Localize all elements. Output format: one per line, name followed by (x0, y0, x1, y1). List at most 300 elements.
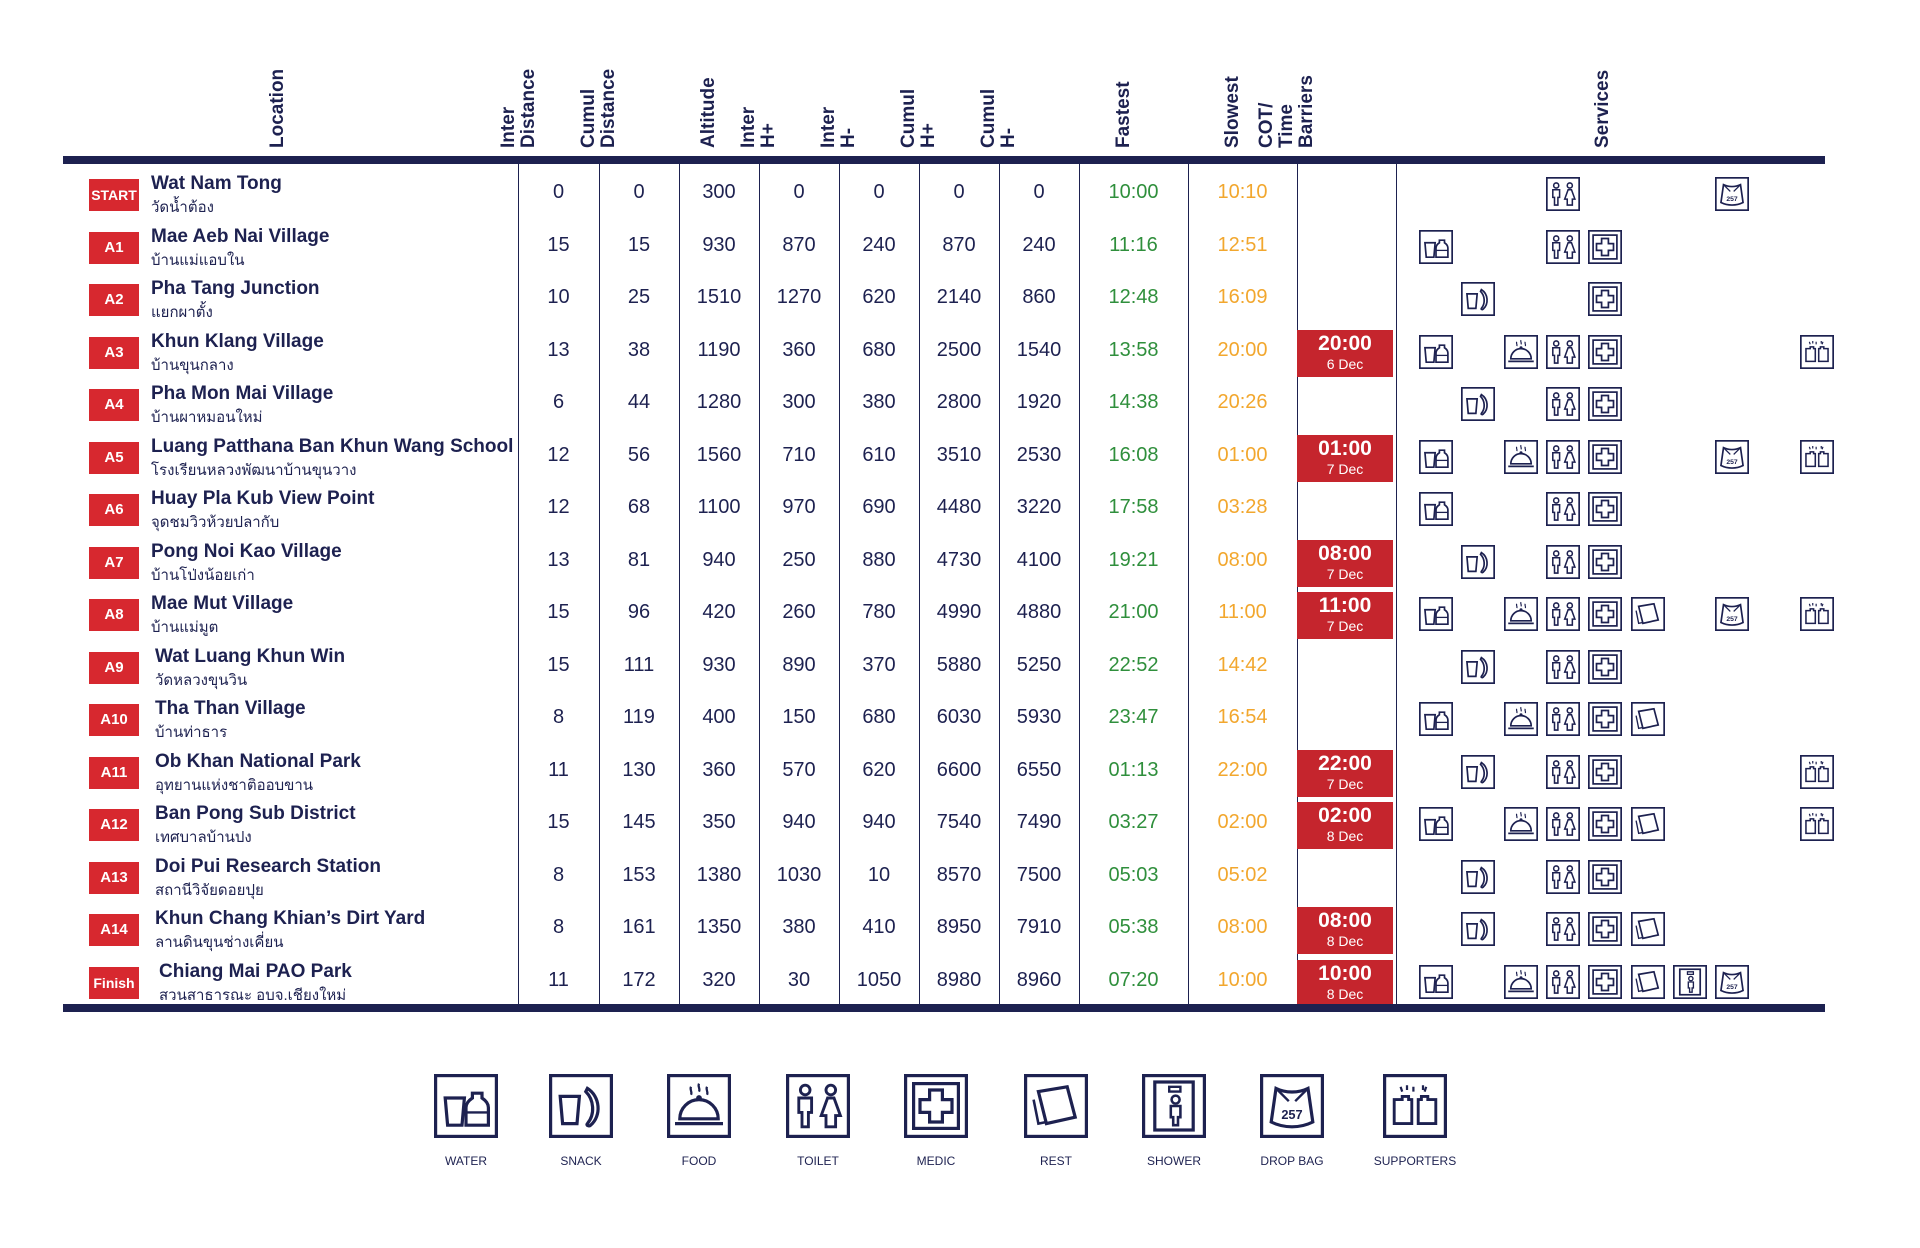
supporters-icon (1800, 597, 1834, 631)
water-icon (1419, 230, 1453, 264)
legend-item (1232, 1074, 1352, 1168)
cell-cumul-down: 8960 (1016, 968, 1062, 991)
toilet-icon (1546, 597, 1580, 631)
cell-inter-down: 680 (862, 338, 896, 361)
cell-slowest: 05:02 (1217, 863, 1268, 886)
cell-inter-dist: 6 (552, 391, 565, 413)
cell-cumul-up: 870 (942, 233, 976, 256)
legend-item (876, 1074, 996, 1168)
cell-slowest: 02:00 (1217, 811, 1268, 833)
cell-fastest: 21:00 (1108, 601, 1159, 623)
cut-off-time: 08:00 (1318, 541, 1372, 565)
cell-inter-up: 360 (782, 338, 816, 361)
cell-inter-down: 620 (862, 286, 896, 308)
medic-icon (1588, 230, 1622, 264)
snack-icon (549, 1074, 613, 1138)
cell-inter-down: 690 (862, 496, 896, 518)
legend-label: SHOWER (1147, 1154, 1201, 1168)
toilet-icon (1546, 807, 1580, 841)
cell-cumul-dist: 0 (633, 181, 645, 203)
checkpoint-badge: A1 (89, 232, 139, 264)
water-icon (1419, 597, 1453, 631)
legend-item (758, 1074, 878, 1168)
legend-item (639, 1074, 759, 1168)
cell-cumul-dist: 161 (622, 916, 656, 938)
cell-cumul-up: 4480 (936, 496, 982, 518)
water-icon (1419, 965, 1453, 999)
cell-inter-dist: 11 (548, 968, 569, 991)
cell-cumul-up: 0 (953, 181, 965, 203)
supporters-icon (1800, 807, 1834, 841)
header-cot-line2: Time (1276, 103, 1297, 148)
cell-inter-up: 300 (782, 391, 816, 413)
location-name: Chiang Mai PAO Park (159, 960, 352, 982)
cut-off-time-badge (1297, 907, 1393, 954)
header-cumul-distance-line1: Cumul (578, 88, 599, 148)
cell-cumul-dist: 25 (627, 286, 651, 308)
snack-icon (1461, 755, 1495, 789)
table-row (63, 587, 1825, 640)
food-icon (1504, 702, 1538, 736)
cell-cumul-up: 4990 (936, 601, 982, 623)
cell-cumul-down: 5250 (1016, 653, 1062, 676)
cell-cumul-dist: 96 (627, 601, 651, 623)
cell-fastest: 05:38 (1108, 916, 1159, 938)
medic-icon (1588, 650, 1622, 684)
cell-cumul-down: 7490 (1016, 811, 1062, 833)
snack-icon (1461, 912, 1495, 946)
medic-icon (1588, 912, 1622, 946)
cell-inter-up: 570 (782, 758, 816, 781)
cell-altitude: 300 (702, 181, 736, 203)
cell-fastest: 01:13 (1108, 758, 1159, 781)
header-cumul-h-plus-line1: Cumul (898, 88, 919, 148)
cut-off-time: 08:00 (1318, 909, 1372, 932)
header-services (1400, 55, 1825, 152)
cell-cumul-up: 2800 (936, 391, 982, 413)
food-icon (1504, 335, 1538, 369)
cell-inter-up: 890 (782, 653, 816, 676)
cut-off-time: 10:00 (1318, 961, 1372, 985)
cell-inter-dist: 12 (547, 496, 570, 518)
cell-altitude: 1560 (696, 443, 742, 466)
legend-item (521, 1074, 641, 1168)
checkpoint-badge: Finish (89, 967, 139, 999)
cell-inter-up: 710 (782, 443, 816, 466)
table-row (63, 640, 1825, 693)
toilet-icon (1546, 702, 1580, 736)
cell-fastest: 07:20 (1108, 968, 1159, 991)
snack-icon (1461, 545, 1495, 579)
cell-inter-dist: 15 (547, 811, 570, 833)
header-cumul-h-plus-line2: H+ (918, 123, 939, 148)
cell-inter-up: 1270 (776, 286, 822, 308)
header-location-label: Location (267, 68, 288, 148)
table-row (63, 850, 1825, 903)
table-row (63, 272, 1825, 325)
toilet-icon (1546, 912, 1580, 946)
cell-inter-dist: 15 (547, 601, 570, 623)
medic-icon (1588, 545, 1622, 579)
medic-icon (1588, 860, 1622, 894)
location-name-thai: โรงเรียนหลวงพัฒนาบ้านขุนวาง (151, 461, 357, 479)
cell-inter-dist: 13 (547, 338, 570, 361)
food-icon (1504, 965, 1538, 999)
cell-altitude: 930 (702, 233, 736, 256)
cell-slowest: 03:28 (1217, 496, 1268, 518)
cell-fastest: 05:03 (1108, 863, 1159, 886)
location-name: Ob Khan National Park (155, 750, 361, 772)
cell-inter-up: 940 (782, 811, 816, 833)
header-cumul-h-minus-line1: Cumul (978, 88, 999, 148)
header-inter-distance-line1: Inter (498, 106, 519, 148)
header-cumul-distance-line2: Distance (598, 68, 619, 148)
cell-slowest: 01:00 (1217, 443, 1268, 466)
cell-cumul-down: 4880 (1016, 601, 1062, 623)
medic-icon (904, 1074, 968, 1138)
header-cumul-h-minus-line2: H- (998, 127, 1019, 148)
cell-cumul-down: 860 (1022, 286, 1056, 308)
toilet-icon (1546, 177, 1580, 211)
cell-slowest: 12:51 (1217, 233, 1268, 256)
cell-cumul-up: 2140 (936, 286, 982, 308)
water-icon (1419, 702, 1453, 736)
header-inter-h-minus-line1: Inter (818, 106, 839, 148)
table-row (63, 955, 1825, 1008)
location-name: Wat Luang Khun Win (155, 645, 346, 667)
cell-fastest: 17:58 (1108, 496, 1159, 518)
cell-inter-dist: 15 (547, 653, 570, 676)
cell-altitude: 420 (702, 601, 736, 623)
cell-fastest: 13:58 (1108, 338, 1159, 361)
cell-altitude: 320 (702, 968, 736, 991)
snack-icon (1461, 650, 1495, 684)
header-inter-h-plus-line1: Inter (738, 106, 759, 148)
cell-cumul-down: 6550 (1016, 758, 1062, 781)
cell-slowest: 20:26 (1217, 391, 1268, 413)
cell-fastest: 23:47 (1108, 706, 1159, 728)
cell-inter-dist: 13 (547, 548, 570, 571)
cell-inter-dist: 8 (552, 863, 565, 886)
header-cot (1256, 55, 1395, 152)
cell-altitude: 360 (702, 758, 736, 781)
checkpoint-badge: A4 (89, 389, 139, 421)
table-row (63, 535, 1825, 588)
toilet-icon (1546, 335, 1580, 369)
rest-icon (1631, 597, 1665, 631)
medic-icon (1588, 335, 1622, 369)
cell-inter-down: 1050 (856, 968, 902, 991)
cell-cumul-down: 1540 (1016, 338, 1062, 361)
cell-cumul-up: 6600 (936, 758, 982, 781)
medic-icon (1588, 755, 1622, 789)
medic-icon (1588, 807, 1622, 841)
medic-icon (1588, 440, 1622, 474)
location-name-thai: บ้านแม่มูต (151, 619, 219, 636)
cut-off-time-badge (1297, 802, 1393, 849)
location-name-thai: บ้านผาหมอนใหม่ (151, 409, 263, 426)
dropbag-icon (1260, 1074, 1324, 1138)
rest-icon (1631, 807, 1665, 841)
header-inter-h-plus-line2: H+ (758, 123, 779, 148)
cell-cumul-up: 8570 (936, 863, 982, 886)
cut-off-time-badge (1297, 592, 1393, 639)
legend-label: REST (1039, 1154, 1072, 1168)
checkpoint-badge: A8 (89, 599, 139, 631)
legend-label: WATER (445, 1154, 487, 1168)
cut-off-time: 20:00 (1318, 331, 1372, 355)
legend-label: TOILET (797, 1154, 839, 1168)
svg-text:257: 257 (1726, 983, 1738, 991)
legend-label: FOOD (681, 1154, 717, 1168)
table-row (63, 797, 1825, 850)
supporters-icon (1800, 755, 1834, 789)
location-name: Ban Pong Sub District (155, 803, 356, 824)
location-name-thai: บ้านโป่งน้อยเก่า (151, 566, 255, 584)
location-name: Khun Chang Khian’s Dirt Yard (155, 908, 426, 929)
table-top-rule (63, 156, 1825, 164)
toilet-icon (1546, 650, 1580, 684)
location-name-thai: บ้านขุนกลาง (151, 356, 234, 374)
cut-off-time-badge (1297, 750, 1393, 797)
cell-cumul-up: 4730 (936, 548, 982, 571)
cell-inter-dist: 8 (552, 916, 565, 938)
water-icon (1419, 492, 1453, 526)
cell-altitude: 930 (702, 653, 736, 676)
location-name-thai: ลานดินขุนช่างเคี่ยน (155, 934, 284, 951)
legend-label: DROP BAG (1260, 1154, 1324, 1168)
cell-slowest: 20:00 (1217, 338, 1268, 361)
cell-inter-down: 380 (862, 391, 896, 413)
snack-icon (1461, 387, 1495, 421)
rest-icon (1024, 1074, 1088, 1138)
svg-text:257: 257 (1281, 1106, 1303, 1122)
cell-altitude: 400 (702, 706, 736, 728)
location-name-thai: เทศบาลบ้านปง (155, 829, 252, 846)
cell-inter-down: 410 (862, 916, 896, 938)
header-cot-line3: Barriers (1296, 75, 1317, 148)
legend-item (406, 1074, 526, 1168)
checkpoint-badge: A13 (89, 862, 139, 894)
water-icon (434, 1074, 498, 1138)
cell-cumul-down: 5930 (1016, 706, 1062, 728)
toilet-icon (1546, 755, 1580, 789)
checkpoint-badge: A11 (89, 757, 139, 789)
table-row (63, 167, 1825, 220)
cell-fastest: 11:16 (1109, 233, 1158, 256)
location-name-thai: บ้านท่าธาร (155, 724, 228, 741)
header-fastest-label: Fastest (1113, 81, 1134, 148)
cell-cumul-down: 3220 (1016, 496, 1062, 518)
cell-cumul-down: 7910 (1016, 916, 1062, 938)
header-slowest-label: Slowest (1222, 76, 1243, 148)
cut-off-time: 22:00 (1318, 751, 1372, 775)
cell-altitude: 1190 (697, 338, 741, 361)
cell-cumul-down: 240 (1022, 233, 1056, 256)
cut-off-time-badge (1297, 435, 1393, 482)
checkpoint-badge: A10 (89, 704, 139, 736)
header-cumul-distance (578, 55, 677, 152)
checkpoint-badge: A9 (89, 652, 139, 684)
cell-inter-down: 240 (862, 233, 896, 256)
cell-altitude: 350 (702, 811, 736, 833)
location-name: Mae Aeb Nai Village (151, 225, 330, 247)
checkpoint-badge: A12 (89, 809, 139, 841)
location-name-thai: วัดน้ำต้อง (151, 199, 214, 216)
cell-cumul-up: 2500 (936, 338, 982, 361)
cell-inter-up: 380 (782, 916, 816, 938)
cell-slowest: 14:42 (1217, 653, 1268, 676)
checkpoint-badge: A6 (89, 494, 139, 526)
cell-slowest: 22:00 (1217, 758, 1268, 781)
location-name-thai: จุดชมวิวห้วยปลากับ (151, 514, 280, 531)
toilet-icon (1546, 545, 1580, 579)
cell-slowest: 16:09 (1217, 286, 1268, 308)
cell-cumul-dist: 119 (623, 706, 655, 728)
cell-altitude: 940 (702, 548, 736, 571)
snack-icon (1461, 282, 1495, 316)
location-name-thai: สถานีวิจัยดอยปุย (155, 881, 264, 899)
medic-icon (1588, 597, 1622, 631)
cut-off-date: 8 Dec (1326, 828, 1364, 844)
cell-inter-up: 0 (793, 181, 805, 203)
cell-inter-dist: 12 (547, 443, 570, 466)
medic-icon (1588, 492, 1622, 526)
cell-inter-dist: 11 (548, 758, 569, 781)
snack-icon (1461, 860, 1495, 894)
cell-slowest: 11:00 (1218, 601, 1267, 623)
cell-fastest: 19:21 (1108, 548, 1159, 571)
dropbag-icon (1715, 597, 1749, 631)
cell-inter-down: 10 (867, 863, 891, 886)
checkpoint-badge: A5 (89, 442, 139, 474)
cell-altitude: 1350 (696, 916, 742, 938)
header-altitude-label: Altitude (698, 77, 719, 148)
cell-fastest: 14:38 (1108, 391, 1159, 413)
cut-off-date: 7 Dec (1326, 775, 1364, 792)
location-name: Pong Noi Kao Village (151, 540, 342, 562)
toilet-icon (786, 1074, 850, 1138)
toilet-icon (1546, 965, 1580, 999)
food-icon (1504, 440, 1538, 474)
cell-cumul-dist: 153 (622, 863, 656, 886)
location-name: Doi Pui Research Station (155, 855, 381, 877)
cell-cumul-up: 3510 (936, 443, 982, 466)
cell-inter-down: 940 (862, 811, 896, 833)
location-name: Khun Klang Village (151, 330, 324, 352)
table-row (63, 692, 1825, 745)
toilet-icon (1546, 230, 1580, 264)
cell-cumul-down: 4100 (1016, 548, 1062, 571)
cell-altitude: 1280 (696, 391, 742, 413)
shower-icon (1142, 1074, 1206, 1138)
header-cumul-h-minus (978, 55, 1077, 152)
rest-icon (1631, 965, 1665, 999)
svg-text:257: 257 (1726, 615, 1738, 623)
cell-inter-up: 150 (782, 706, 816, 728)
cell-inter-down: 0 (873, 181, 885, 203)
location-name: Wat Nam Tong (151, 173, 282, 194)
cell-cumul-down: 0 (1033, 181, 1045, 203)
legend-item (1114, 1074, 1234, 1168)
cell-cumul-dist: 38 (627, 338, 651, 361)
cell-cumul-up: 5880 (936, 653, 982, 676)
location-name: Mae Mut Village (151, 593, 294, 614)
cell-cumul-dist: 15 (627, 233, 651, 256)
legend-item (1355, 1074, 1475, 1168)
cut-off-date: 8 Dec (1326, 933, 1364, 949)
food-icon (1504, 597, 1538, 631)
cut-off-time: 02:00 (1318, 804, 1372, 827)
checkpoint-badge: A2 (89, 284, 139, 316)
cell-fastest: 10:00 (1108, 181, 1159, 203)
cell-cumul-dist: 145 (622, 811, 656, 833)
cell-inter-up: 260 (782, 601, 816, 623)
water-icon (1419, 335, 1453, 369)
location-name-thai: สวนสาธารณะ อบจ.เชียงใหม่ (159, 986, 347, 1004)
cell-fastest: 22:52 (1108, 653, 1159, 676)
cut-off-time-badge (1297, 540, 1393, 587)
toilet-icon (1546, 387, 1580, 421)
cell-inter-dist: 15 (547, 233, 570, 256)
cell-inter-up: 1030 (776, 863, 822, 886)
header-services-label: Services (1591, 69, 1613, 148)
cell-inter-down: 620 (862, 758, 896, 781)
cut-off-date: 6 Dec (1326, 355, 1364, 372)
cut-off-time-badge (1297, 330, 1393, 377)
toilet-icon (1546, 492, 1580, 526)
header-inter-distance-line2: Distance (518, 68, 539, 148)
cell-cumul-down: 7500 (1016, 863, 1062, 886)
cut-off-date: 8 Dec (1326, 985, 1364, 1002)
cut-off-time: 01:00 (1318, 436, 1372, 460)
medic-icon (1588, 702, 1622, 736)
shower-icon (1673, 965, 1707, 999)
cell-inter-down: 610 (862, 443, 896, 466)
header-location (143, 55, 433, 152)
svg-text:257: 257 (1726, 195, 1738, 203)
header-inter-h-minus-line2: H- (838, 127, 859, 148)
header-fastest (1081, 55, 1187, 152)
cell-cumul-dist: 81 (627, 548, 651, 571)
header-cot-line1: COT/ (1256, 102, 1277, 148)
cell-cumul-up: 6030 (936, 706, 982, 728)
food-icon (667, 1074, 731, 1138)
medic-icon (1588, 965, 1622, 999)
legend-label: SUPPORTERS (1373, 1154, 1457, 1168)
cut-off-date: 7 Dec (1326, 460, 1364, 477)
rest-icon (1631, 702, 1665, 736)
checkpoint-badge: A3 (89, 337, 139, 369)
cell-cumul-dist: 111 (623, 653, 655, 676)
cut-off-date: 7 Dec (1326, 565, 1364, 582)
food-icon (1504, 807, 1538, 841)
cell-cumul-dist: 56 (627, 443, 651, 466)
supporters-icon (1800, 335, 1834, 369)
dropbag-icon (1715, 440, 1749, 474)
cell-inter-up: 30 (787, 968, 811, 991)
location-name: Tha Than Village (155, 698, 306, 719)
checkpoint-badge: A7 (89, 547, 139, 579)
cell-fastest: 03:27 (1108, 811, 1159, 833)
cell-cumul-down: 2530 (1016, 443, 1062, 466)
supporters-icon (1383, 1074, 1447, 1138)
cut-off-time-badge (1297, 960, 1393, 1007)
dropbag-icon (1715, 177, 1749, 211)
cut-off-time: 11:00 (1318, 594, 1372, 617)
cell-cumul-down: 1920 (1016, 391, 1062, 413)
location-name-thai: อุทยานแห่งชาติออบขาน (155, 776, 314, 794)
